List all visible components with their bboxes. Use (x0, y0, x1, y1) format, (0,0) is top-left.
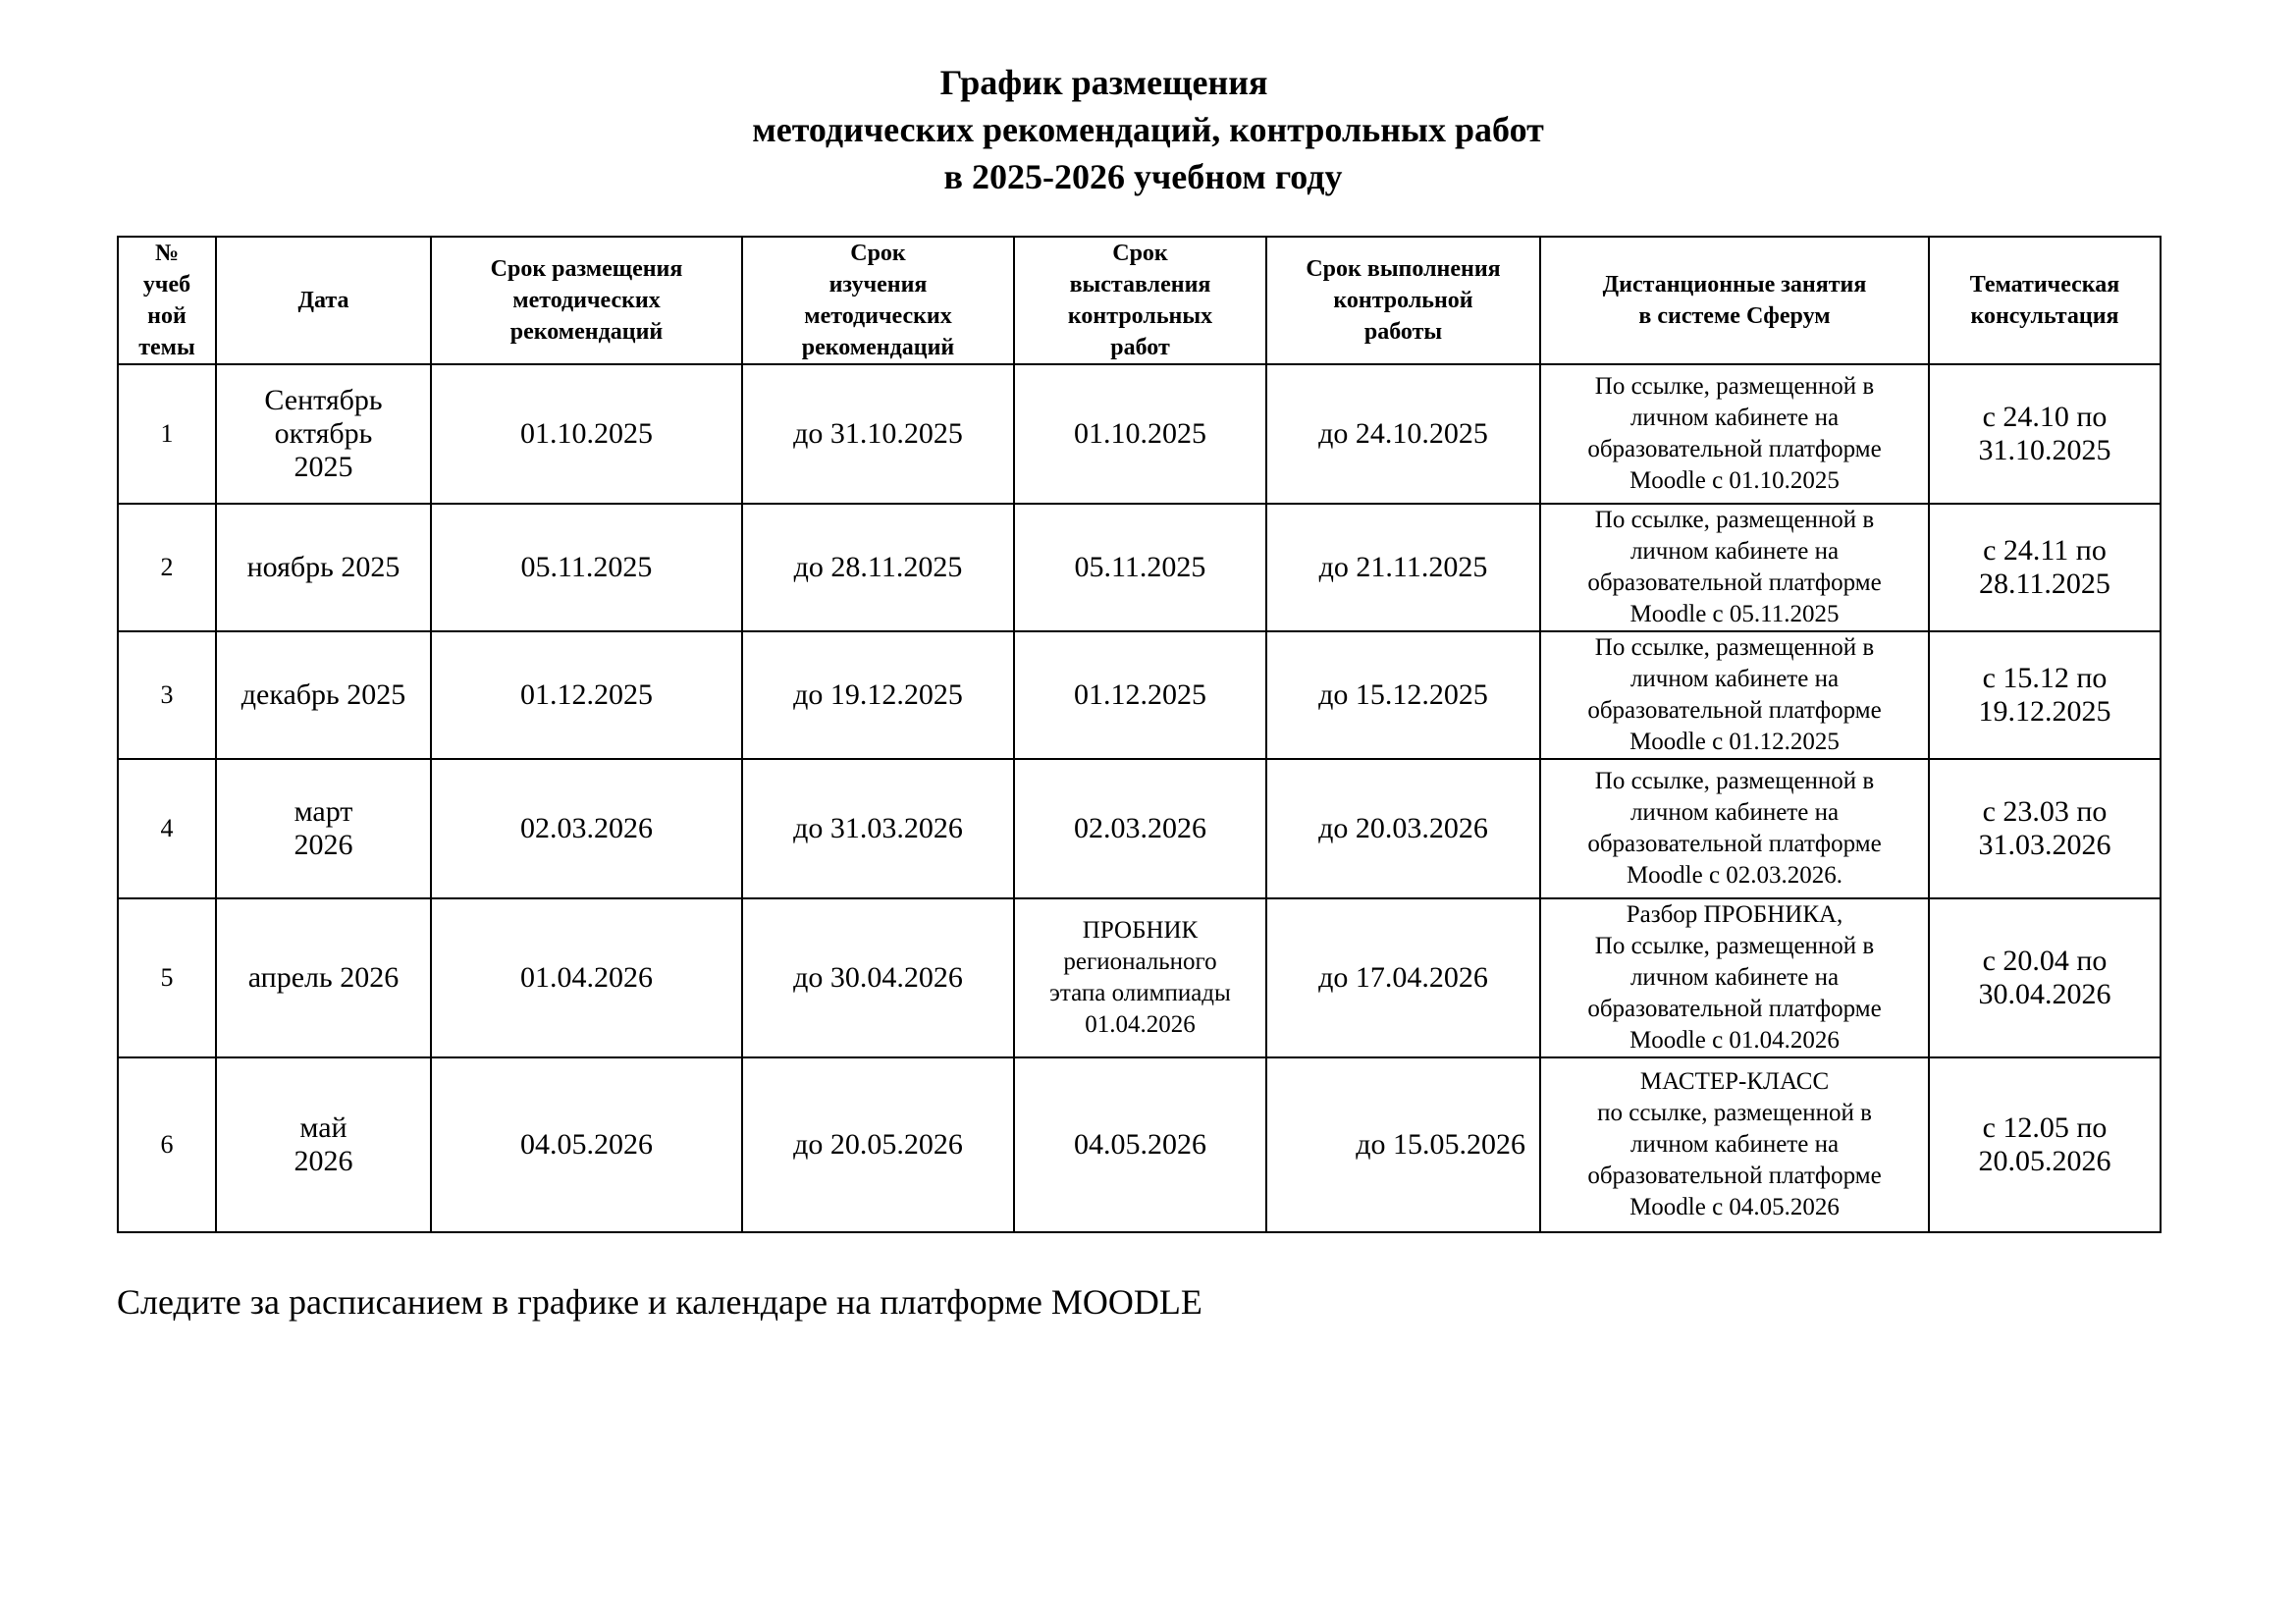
cell-completion-deadline: до 15.12.2025 (1266, 631, 1540, 759)
cell-online-classes (1540, 364, 1929, 504)
cell-placement-date: 01.12.2025 (431, 631, 742, 759)
header-study-deadline (742, 237, 1014, 364)
header-consultation (1929, 237, 2161, 364)
text-line: По ссылке, размещенной в (1594, 373, 1875, 400)
text-line: контрольных (1067, 303, 1213, 329)
cell-topic-number: 5 (118, 898, 216, 1057)
text-line: 01.12.2025 (1074, 678, 1206, 711)
text-line: Moodle с 04.05.2026 (1629, 1194, 1840, 1220)
text-line: По ссылке, размещенной в (1594, 507, 1875, 533)
text-line: Срок (850, 241, 906, 266)
cell-completion-deadline: до 17.04.2026 (1266, 898, 1540, 1057)
text-line: Moodle с 01.04.2026 (1629, 1027, 1840, 1054)
table-row (118, 364, 2161, 504)
cell-topic-number: 1 (118, 364, 216, 504)
text-line: Тематическая (1969, 272, 2120, 298)
cell-completion-deadline: до 21.11.2025 (1266, 504, 1540, 631)
text-line: с 15.12 по (1982, 662, 2108, 694)
cell-online-classes (1540, 759, 1929, 898)
text-line: личном кабинете на (1629, 964, 1840, 991)
text-line: По ссылке, размещенной в (1594, 933, 1875, 959)
text-line: Moodle с 05.11.2025 (1629, 601, 1840, 627)
cell-consultation (1929, 759, 2161, 898)
cell-placement-date: 01.10.2025 (431, 364, 742, 504)
header-online-classes (1540, 237, 1929, 364)
text-line: 04.05.2026 (1074, 1128, 1206, 1161)
cell-test-exposure (1014, 631, 1266, 759)
text-line: методических (512, 288, 661, 313)
text-line: образовательной платформе (1587, 569, 1882, 596)
cell-test-exposure (1014, 364, 1266, 504)
text-line: 31.03.2026 (1978, 829, 2111, 861)
cell-topic-number: 6 (118, 1057, 216, 1232)
cell-placement-date: 04.05.2026 (431, 1057, 742, 1232)
text-line: с 20.04 по (1982, 945, 2108, 977)
text-line: образовательной платформе (1587, 697, 1882, 724)
text-line: личном кабинете на (1629, 1131, 1840, 1158)
text-line: консультация (1970, 303, 2119, 329)
text-line: по ссылке, размещенной в (1597, 1100, 1872, 1126)
text-line: 20.05.2026 (1978, 1145, 2111, 1177)
cell-online-classes (1540, 504, 1929, 631)
text-line: По ссылке, размещенной в (1594, 768, 1875, 794)
cell-consultation (1929, 898, 2161, 1057)
text-line: учеб (142, 272, 191, 298)
cell-test-exposure (1014, 898, 1266, 1057)
text-line: изучения (828, 272, 928, 298)
cell-test-exposure (1014, 1057, 1266, 1232)
cell-study-deadline: до 30.04.2026 (742, 898, 1014, 1057)
cell-placement-date: 01.04.2026 (431, 898, 742, 1057)
header-topic-number (118, 237, 216, 364)
text-line: методических (804, 303, 952, 329)
header-test-exposure-deadline (1014, 237, 1266, 364)
cell-topic-number: 3 (118, 631, 216, 759)
text-line: контрольной (1333, 288, 1473, 313)
text-line: № (154, 241, 180, 266)
text-line: образовательной платформе (1587, 996, 1882, 1022)
cell-date (216, 504, 431, 631)
text-line: с 23.03 по (1982, 795, 2108, 828)
text-line: ноябрь 2025 (246, 551, 400, 583)
text-line: образовательной платформе (1587, 1163, 1882, 1189)
text-line: образовательной платформе (1587, 831, 1882, 857)
text-line: ПРОБНИК (1082, 917, 1199, 944)
title-line: в 2025-2026 учебном году (943, 157, 1343, 196)
cell-study-deadline: до 20.05.2026 (742, 1057, 1014, 1232)
cell-online-classes (1540, 898, 1929, 1057)
cell-completion-deadline: до 15.05.2026 (1266, 1057, 1540, 1232)
text-line: с 12.05 по (1982, 1111, 2108, 1144)
cell-consultation (1929, 1057, 2161, 1232)
text-line: Дата (297, 288, 349, 313)
table-body (118, 364, 2161, 1232)
cell-consultation (1929, 631, 2161, 759)
text-line: Moodle с 01.10.2025 (1629, 467, 1840, 494)
text-line: 2026 (294, 829, 353, 861)
cell-consultation (1929, 364, 2161, 504)
text-line: май (299, 1111, 347, 1144)
text-line: Дистанционные занятия (1602, 272, 1867, 298)
text-line: 31.10.2025 (1978, 434, 2111, 466)
cell-test-exposure (1014, 759, 1266, 898)
text-line: рекомендаций (801, 335, 955, 360)
text-line: Срок размещения (490, 256, 683, 282)
cell-topic-number: 2 (118, 504, 216, 631)
text-line: личном кабинете на (1629, 538, 1840, 565)
text-line: Разбор ПРОБНИКА, (1626, 901, 1843, 928)
cell-test-exposure (1014, 504, 1266, 631)
cell-date (216, 1057, 431, 1232)
text-line: работы (1363, 319, 1443, 345)
title-line: График размещения (939, 63, 1268, 102)
cell-placement-date: 02.03.2026 (431, 759, 742, 898)
text-line: с 24.11 по (1983, 534, 2107, 567)
cell-online-classes (1540, 1057, 1929, 1232)
table-row (118, 631, 2161, 759)
text-line: регионального (1063, 948, 1217, 975)
text-line: март (294, 795, 353, 828)
table-row (118, 898, 2161, 1057)
document-title (0, 59, 2296, 200)
text-line: 01.04.2026 (1085, 1011, 1196, 1038)
text-line: личном кабинете на (1629, 666, 1840, 692)
text-line: работ (1110, 335, 1170, 360)
text-line: в системе Сферум (1638, 303, 1831, 329)
cell-date (216, 759, 431, 898)
text-line: 28.11.2025 (1979, 568, 2110, 600)
header-test-completion-deadline (1266, 237, 1540, 364)
text-line: выставления (1069, 272, 1211, 298)
cell-study-deadline: до 31.03.2026 (742, 759, 1014, 898)
text-line: 19.12.2025 (1978, 695, 2111, 728)
text-line: 2026 (294, 1145, 353, 1177)
text-line: декабрь 2025 (240, 678, 406, 711)
text-line: 30.04.2026 (1978, 978, 2111, 1010)
cell-topic-number: 4 (118, 759, 216, 898)
text-line: темы (138, 335, 195, 360)
text-line: Сентябрь (264, 384, 383, 416)
text-line: апрель 2026 (247, 961, 400, 994)
table-row (118, 1057, 2161, 1232)
text-line: МАСТЕР-КЛАСС (1639, 1068, 1830, 1095)
text-line: с 24.10 по (1982, 401, 2108, 433)
text-line: октябрь (274, 417, 373, 450)
text-line: 01.10.2025 (1074, 417, 1206, 450)
cell-study-deadline: до 31.10.2025 (742, 364, 1014, 504)
text-line: 05.11.2025 (1074, 551, 1206, 583)
table-header-row (118, 237, 2161, 364)
cell-date (216, 898, 431, 1057)
cell-consultation (1929, 504, 2161, 631)
cell-completion-deadline: до 24.10.2025 (1266, 364, 1540, 504)
cell-study-deadline: до 28.11.2025 (742, 504, 1014, 631)
text-line: этапа олимпиады (1049, 980, 1231, 1006)
text-line: рекомендаций (509, 319, 664, 345)
cell-online-classes (1540, 631, 1929, 759)
text-line: образовательной платформе (1587, 436, 1882, 462)
text-line: 02.03.2026 (1074, 812, 1206, 844)
text-line: Срок выполнения (1306, 256, 1501, 282)
title-line: методических рекомендаций, контрольных работ (752, 110, 1544, 149)
schedule-table (117, 236, 2162, 1233)
text-line: личном кабинете на (1629, 799, 1840, 826)
header-placement-deadline (431, 237, 742, 364)
cell-placement-date: 05.11.2025 (431, 504, 742, 631)
cell-completion-deadline: до 20.03.2026 (1266, 759, 1540, 898)
header-date (216, 237, 431, 364)
text-line: По ссылке, размещенной в (1594, 634, 1875, 661)
text-line: личном кабинете на (1629, 405, 1840, 431)
cell-study-deadline: до 19.12.2025 (742, 631, 1014, 759)
table-row (118, 759, 2161, 898)
text-line: ной (147, 303, 187, 329)
text-line: 2025 (294, 451, 353, 483)
footer-note: Следите за расписанием в графике и календаре на платформе MOODLE (117, 1282, 1202, 1322)
text-line: Срок (1112, 241, 1168, 266)
text-line: Moodle с 01.12.2025 (1629, 729, 1840, 755)
cell-date (216, 631, 431, 759)
table-row (118, 504, 2161, 631)
cell-date (216, 364, 431, 504)
text-line: Moodle с 02.03.2026. (1626, 862, 1843, 889)
